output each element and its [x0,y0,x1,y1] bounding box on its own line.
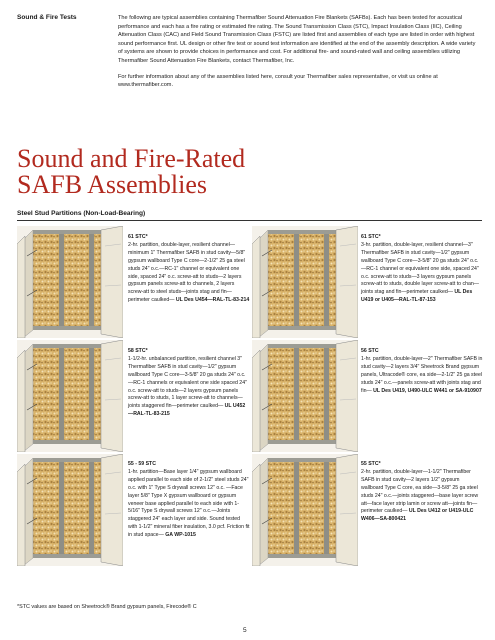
assembly-illustration-3 [17,340,123,452]
assembly-illustration-2 [252,226,358,338]
assembly-card-3 [128,348,250,419]
section-label: Sound & Fire Tests [17,14,77,21]
assembly-card-1 [128,234,250,305]
assembly-description: 1-hr. partition, double-layer—2" Thermafiber SAFB in stud cavity—2 layers 3/4" Sheetrock Brand gypsum panels, Ultracode® core, ea side—2-1/2" 25 ga steel studs 24" o.c.—panels screw-att with joints stag and fin— [361,355,483,394]
assembly-description: 2-hr. partition, double-layer—1-1/2" Thermafiber SAFB in stud cavity—2 layers 1/2" gypsum wallboard Type C core, ea side—3-5/8" 25 ga steel studs 24" o.c.—joints staggered—base layer screw att—face layer strip lamin or screw att—joints fin—perimeter caulked— [361,468,479,515]
assembly-description: 3-hr. partition, double-layer, resilient channel—3" Thermafiber SAFB in stud cavity—1/2" gypsum wallboard Type C core—3-5/8" 20 ga studs 24" o.c.—RC-1 channel or equivalent one side, spaced 24" o.c. screw-att to studs—3 layers gypsum panels screw-att to studs, double layer screw-att to chan—joints stag and fin—perimeter caulked— [361,241,479,296]
page-title-line-2: SAFB Assemblies [17,170,207,199]
assembly-card-4 [361,348,483,395]
page-title [17,146,245,198]
assembly-description: 2-hr. partition, double-layer, resilient channel—minimum 1" Thermafiber SAFB in stud cavity—5/8" gypsum wallboard Type C core—2-1/2" 25 ga steel studs 24" o.c.—RC-1" channel or equivalent one side, spaced 24" o.c. screw-att to studs—2 layers gypsum panels screw-att to channels, 2 layers screw-att to steel studs—joints stag and fin—perimeter caulked— [128,241,246,304]
intro-text [118,14,480,97]
assembly-card-2 [361,234,483,305]
assembly-reference: UL Des U454—RAL-TL-83-214 [175,297,250,304]
stc-rating: 56 STC [361,348,379,354]
assembly-illustration-4 [252,340,358,452]
assembly-description: 1-1/2-hr. unbalanced partition, resilient channel 3" Thermafiber SAFB in stud cavity—1/2" gypsum wallboard Type C core—3-5/8" 20 ga studs 24" o.c.—RC-1 channels or equivalent one side spaced 24" o.c. screw-att to studs—2 layers gypsum panels screw-att to studs, 1 layer screw-att to channels—joints staggered fin—perimeter caulked— [128,355,247,410]
assembly-reference: UL U452—RAL-TL-83-215 [128,403,246,418]
assembly-reference: UL Des U419, U490-ULC W441 or SA-910907 [373,387,482,394]
stc-rating: 61 STC* [128,234,148,240]
assembly-reference: UL Des U419 or U405—RAL-TL-87-153 [361,289,473,304]
assembly-card-6 [361,461,483,524]
page-title-line-1: Sound and Fire-Rated [17,144,246,173]
footnote: *STC values are based on Sheetrock® Brand gypsum panels, Firecode® C [17,604,197,610]
stc-rating: 61 STC* [361,234,381,240]
assembly-illustration-5 [17,454,123,566]
stc-rating: 55 STC* [361,461,381,467]
page-number: 5 [243,627,247,634]
assembly-description: 1-hr. partition—Base layer 1/4" gypsum wallboard applied parallel to each side of 2-1/2" steel studs 24" o.c. with 1" Type S drywall screws 12" o.c. —Face layer 5/8" Type X gypsum wallboard or gypsum veneer base applied parallel to each side with 1-5/16" Type S drywall screws 12" o.c.—Joints staggered 24" each layer and side. Sound tested with 1-1/2" mineral fiber insulation, 3.0 pcf. Friction fit in stud space— [128,468,250,539]
section-rule [17,220,482,221]
intro-paragraph-1: The following are typical assemblies containing Thermafiber Sound Attenuation Fire Blankets (SAFBs). Each has been tested for acoustical performance and each has a fire rating or estimated fire rating. The Sound Transmission Class (STC), Impact Insulation Class (IIC), Ceiling Attenuation Class (CAC) and Field Sound Transmission Class (FSTC) are listed first and assemblies of each type are listed in order with highest sound performance first. UL design or other fire test or sound test information are identified at the end of the assembly description. A wide variety of systems are shown to provide choices in performance and cost. For additional fire- and sound-rated wall and ceiling assemblies utilizing Thermafiber Sound Attenuation Fire Blankets, contact Thermafiber, Inc. [118,15,476,64]
assembly-illustration-1 [17,226,123,338]
assembly-reference: GA WP-1015 [165,532,196,539]
stc-rating: 58 STC* [128,348,148,354]
stc-rating: 55 - 59 STC [128,461,156,467]
assembly-reference: UL Des U412 or U419-ULC W406—SA-800421 [361,508,474,523]
section-subheading: Steel Stud Partitions (Non-Load-Bearing) [17,210,146,217]
intro-paragraph-2: For further information about any of the assemblies listed here, consult your Thermafiber sales representative, or visit us online at www.thermafiber.com. [118,73,438,89]
assembly-card-5 [128,461,250,540]
assembly-illustration-6 [252,454,358,566]
